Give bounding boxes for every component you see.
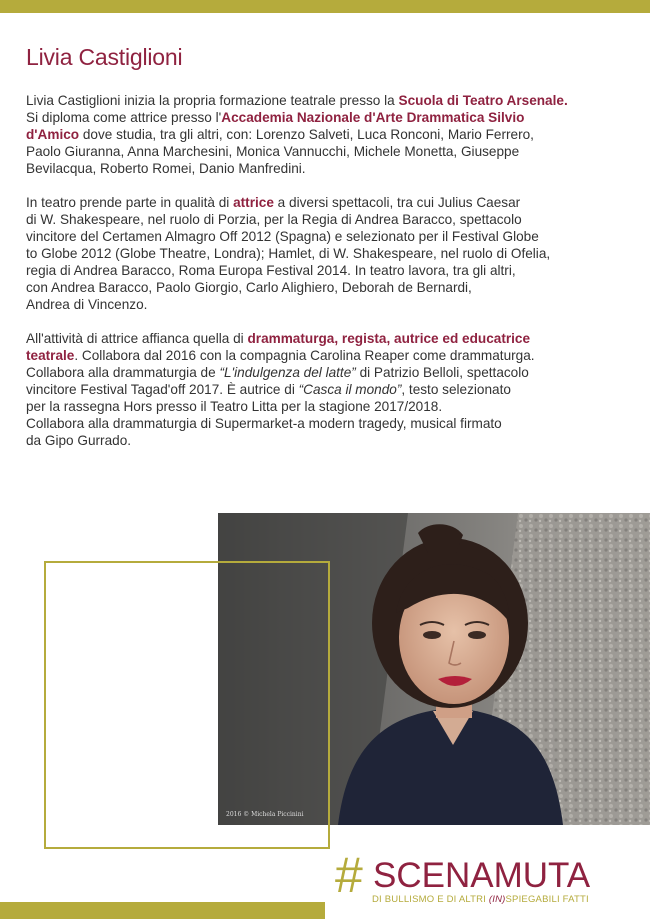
text-span: vincitore del Certamen Almagro Off 2012 (Spagna) e selezionato per il Festival Globe bbox=[26, 229, 539, 244]
highlight-academy: Accademia Nazionale d'Arte Drammatica Silvio bbox=[221, 110, 525, 125]
text-span: Collabora alla drammaturgia de bbox=[26, 365, 220, 380]
scenamuta-logo bbox=[335, 847, 635, 910]
title-indulgenza: “L'indulgenza del latte” bbox=[219, 365, 356, 380]
hash-symbol: # bbox=[335, 847, 363, 903]
tagline-in: (IN) bbox=[488, 894, 506, 905]
bottom-accent-bar bbox=[0, 902, 325, 919]
text-span: di Patrizio Belloli, spettacolo bbox=[355, 365, 529, 380]
text-span: a diversi spettacoli, tra cui Julius Caesar bbox=[273, 195, 521, 210]
tagline-part: SPIEGABILI FATTI bbox=[505, 894, 589, 905]
highlight-academy-end: d'Amico bbox=[26, 127, 80, 142]
text-span: Paolo Giuranna, Anna Marchesini, Monica Vannucchi, Michele Monetta, Giuseppe bbox=[26, 144, 520, 159]
text-span: vincitore Festival Tagad'off 2017. È autrice di bbox=[26, 382, 299, 397]
text-span: da Gipo Gurrado. bbox=[26, 433, 132, 448]
logo-tagline bbox=[372, 894, 589, 905]
page-title: Livia Castiglioni bbox=[26, 44, 183, 70]
biography-text bbox=[26, 92, 626, 466]
photo-credit: 2016 © Michela Piccinini bbox=[226, 811, 304, 818]
text-span: dove studia, tra gli altri, con: Lorenzo Salveti, Luca Ronconi, Mario Ferrero, bbox=[79, 127, 534, 142]
highlight-roles-end: teatrale bbox=[26, 348, 75, 363]
text-span: regia di Andrea Baracco, Roma Europa Festival 2014. In teatro lavora, tra gli altri, bbox=[26, 263, 516, 278]
text-span: Livia Castiglioni inizia la propria formazione teatrale presso la bbox=[26, 93, 399, 108]
text-span: All'attività di attrice affianca quella di bbox=[26, 331, 248, 346]
text-span: , testo selezionato bbox=[401, 382, 511, 397]
decorative-frame bbox=[44, 561, 330, 849]
text-span: Collabora alla drammaturgia di Supermarket-a modern tragedy, musical firmato bbox=[26, 416, 502, 431]
text-span: to Globe 2012 (Globe Theatre, Londra); Hamlet, di W. Shakespeare, nel ruolo di Ofelia, bbox=[26, 246, 551, 261]
paragraph-theatre bbox=[26, 194, 626, 313]
text-span: Andrea di Vincenzo. bbox=[26, 297, 148, 312]
text-span: Si diploma come attrice presso l' bbox=[26, 110, 222, 125]
text-span: per la rassegna Hors presso il Teatro Litta per la stagione 2017/2018. bbox=[26, 399, 443, 414]
top-accent-bar bbox=[0, 0, 650, 13]
highlight-school: Scuola di Teatro Arsenale. bbox=[398, 93, 568, 108]
logo-wordmark: SCENAMUTA bbox=[373, 856, 591, 895]
title-casca-il-mondo: “Casca il mondo” bbox=[298, 382, 402, 397]
tagline-part: DI BULLISMO E DI ALTRI bbox=[372, 894, 489, 905]
text-span: Bevilacqua, Roberto Romei, Danio Manfredini. bbox=[26, 161, 306, 176]
paragraph-training bbox=[26, 92, 626, 177]
text-span: . Collabora dal 2016 con la compagnia Carolina Reaper come drammaturga. bbox=[74, 348, 535, 363]
highlight-roles: drammaturga, regista, autrice ed educatrice bbox=[247, 331, 531, 346]
paragraph-writing bbox=[26, 330, 626, 449]
text-span: con Andrea Baracco, Paolo Giorgio, Carlo Alighiero, Deborah de Bernardi, bbox=[26, 280, 472, 295]
highlight-actress: attrice bbox=[233, 195, 274, 210]
text-span: In teatro prende parte in qualità di bbox=[26, 195, 234, 210]
text-span: di W. Shakespeare, nel ruolo di Porzia, per la Regia di Andrea Baracco, spettacolo bbox=[26, 212, 522, 227]
